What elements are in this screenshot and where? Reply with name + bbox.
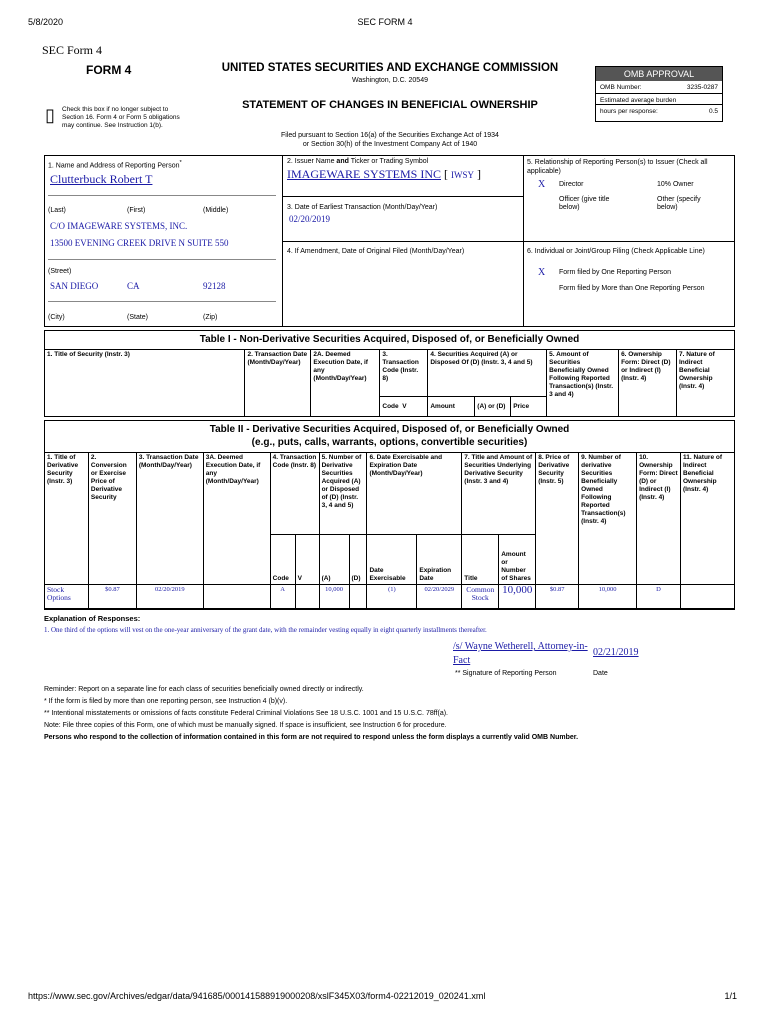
note-4: Persons who respond to the collection of information contained in this form are not required to respond unless the form displays a currently valid OMB Number. — [44, 734, 579, 741]
ten-percent-owner-label: 10% Owner — [657, 181, 694, 188]
t2-col3a: 3A. Deemed Execution Date, if any (Month/Day/Year) — [203, 453, 270, 585]
box1-asterisk: * — [179, 160, 182, 166]
zip-label: (Zip) — [203, 314, 218, 321]
note-1: * If the form is filed by more than one reporting person, see Instruction 4 (b)(v). — [44, 698, 288, 705]
box2-label — [287, 158, 428, 165]
table1 — [44, 349, 735, 417]
t1-col2: 2. Transaction Date (Month/Day/Year) — [245, 350, 311, 417]
t2-d: (D) — [349, 535, 367, 585]
box2-label-post: Ticker or Trading Symbol — [348, 158, 429, 165]
t2-a: (A) — [319, 535, 349, 585]
t2-v: V — [295, 535, 319, 585]
omb-title: OMB APPROVAL — [596, 67, 722, 81]
table1-title: Table I - Non-Derivative Securities Acquired, Disposed of, or Beneficially Owned — [199, 334, 580, 345]
no-longer-subject-checkbox[interactable]: ▯ — [45, 105, 55, 125]
row-expiration: 02/20/2029 — [417, 585, 462, 609]
filed-pursuant — [220, 131, 560, 149]
row-title: Common Stock — [462, 585, 499, 609]
other-label: Other (specify below) — [657, 196, 701, 211]
note-3: Note: File three copies of this Form, one of which must be manually signed. If space is insufficient, see Instruction 6 for procedure. — [44, 722, 447, 729]
t2-col6: 6. Date Exercisable and Expiration Date (Month/Day/Year) — [367, 453, 462, 535]
row-exercisable: (1) — [367, 585, 417, 609]
t1-col2a: 2A. Deemed Execution Date, if any (Month/Day/Year) — [311, 350, 380, 417]
t2-col9: 9. Number of derivative Securities Beneficially Owned Following Reported Transaction(s) (Instr. 4) — [579, 453, 637, 585]
t1-aord: (A) or (D) — [475, 397, 511, 417]
zip-value: 92128 — [203, 281, 226, 291]
table2-title — [44, 423, 735, 449]
row-acquired: 10,000 — [319, 585, 349, 609]
signature-label: ** Signature of Reporting Person — [455, 670, 557, 677]
omb-hours-label: hours per response: — [600, 108, 658, 115]
t2-exp: Expiration Date — [417, 535, 462, 585]
t2-col5: 5. Number of Derivative Securities Acquired (A) or Disposed of (D) (Instr. 3, 4 and 5) — [319, 453, 367, 535]
one-person-label: Form filed by One Reporting Person — [559, 269, 672, 276]
form-title: FORM 4 — [86, 63, 132, 77]
note-2: ** Intentional misstatements or omissions of facts constitute Federal Criminal Violations See 18 U.S.C. 1001 and 15 U.S.C. 78ff(a). — [44, 710, 448, 717]
explanation-label: Explanation of Responses: — [44, 614, 141, 623]
explanation-text: 1. One third of the options will vest on the one-year anniversary of the grant date, with the remainder vesting equally in eight quarterly installments thereafter. — [44, 626, 487, 634]
filed-line-1: Filed pursuant to Section 16(a) of the Securities Exchange Act of 1934 — [281, 132, 499, 139]
state-value: CA — [127, 281, 140, 291]
omb-approval-box — [595, 66, 723, 122]
t1-col3: 3. Transaction Code (Instr. 8) — [380, 350, 428, 397]
t2-col1: 1. Title of Derivative Security (Instr. 3) — [45, 453, 89, 585]
t2-title: Title — [462, 535, 499, 585]
t1-col4: 4. Securities Acquired (A) or Disposed Of (D) (Instr. 3, 4 and 5) — [428, 350, 547, 397]
t1-col5: 5. Amount of Securities Beneficially Owned Following Reported Transaction(s) (Instr. 3 and 4) — [547, 350, 619, 417]
bracket-open: [ — [444, 167, 449, 181]
t2-col2: 2. Conversion or Exercise Price of Derivative Security — [88, 453, 136, 585]
footer-notes — [44, 684, 734, 744]
table2-title-2: (e.g., puts, calls, warrants, options, convertible securities) — [251, 437, 528, 448]
row-nature — [681, 585, 735, 609]
row-form: D — [637, 585, 681, 609]
checkbox-text: Check this box if no longer subject to Section 16. Form 4 or Form 5 obligations may continue. See Instruction 1(b). — [62, 106, 180, 129]
box2-label-and: and — [336, 158, 349, 165]
print-title: SEC FORM 4 — [357, 17, 413, 27]
omb-burden: Estimated average burden — [596, 93, 722, 104]
t2-col4: 4. Transaction Code (Instr. 8) — [270, 453, 319, 535]
state-label: (State) — [127, 314, 149, 321]
t1-v: V — [402, 402, 407, 410]
t1-code — [380, 397, 428, 417]
t1-amount: Amount — [428, 397, 475, 417]
statement-title: STATEMENT OF CHANGES IN BENEFICIAL OWNERSHIP — [242, 99, 538, 111]
t2-col8: 8. Price of Derivative Security (Instr. 5) — [536, 453, 579, 585]
earliest-transaction-date: 02/20/2019 — [289, 214, 331, 224]
t2-amount: Amount or Number of Shares — [499, 535, 536, 585]
signature-date: 02/21/2019 — [593, 647, 639, 658]
city-label: (City) — [48, 314, 65, 321]
omb-number-label: OMB Number: — [600, 84, 642, 91]
print-date: 5/8/2020 — [28, 17, 64, 27]
print-page: 1/1 — [724, 991, 737, 1001]
more-person-label: Form filed by More than One Reporting Person — [559, 285, 705, 292]
sec-form-label: SEC Form 4 — [42, 43, 103, 57]
box1-label-text: 1. Name and Address of Reporting Person — [48, 162, 180, 170]
last-label: (Last) — [48, 207, 66, 214]
t1-col6: 6. Ownership Form: Direct (D) or Indirect (I) (Instr. 4) — [619, 350, 677, 417]
row-v — [295, 585, 319, 609]
t2-col10: 10. Ownership Form: Direct (D) or Indirect (I) (Instr. 4) — [637, 453, 681, 585]
table2 — [44, 452, 735, 609]
box4-label: 4. If Amendment, Date of Original Filed (Month/Day/Year) — [287, 248, 465, 255]
company-line: C/O IMAGEWARE SYSTEMS, INC. — [50, 221, 188, 231]
box1-label — [48, 160, 182, 169]
row-code: A — [270, 585, 295, 609]
row-shares: 10,000 — [499, 585, 536, 609]
filed-line-2: or Section 30(h) of the Investment Company Act of 1940 — [302, 141, 478, 148]
issuer-line — [287, 167, 481, 182]
box5-label: 5. Relationship of Reporting Person(s) to Issuer (Check all applicable) — [527, 159, 708, 175]
date-label: Date — [593, 670, 608, 677]
table-row — [45, 585, 735, 609]
omb-hours: 0.5 — [708, 108, 718, 115]
t2-date-ex: Date Exercisable — [367, 535, 417, 585]
t2-col3: 3. Transaction Date (Month/Day/Year) — [136, 453, 203, 585]
row-disposed — [349, 585, 367, 609]
middle-label: (Middle) — [203, 207, 229, 214]
box6-label: 6. Individual or Joint/Group Filing (Check Applicable Line) — [527, 248, 705, 255]
officer-label: Officer (give title below) — [559, 196, 610, 211]
reminder: Reminder: Report on a separate line for each class of securities beneficially owned directly or indirectly. — [44, 686, 364, 693]
address-line: 13500 EVENING CREEK DRIVE N SUITE 550 — [50, 238, 229, 248]
issuer-name[interactable]: IMAGEWARE SYSTEMS INC — [287, 167, 442, 181]
row-deriv-price: $0.87 — [536, 585, 579, 609]
t2-col7: 7. Title and Amount of Securities Underlying Derivative Security (Instr. 3 and 4) — [462, 453, 536, 535]
row-security: Stock Options — [45, 585, 89, 609]
street-label: (Street) — [48, 268, 72, 275]
director-label: Director — [559, 181, 584, 188]
first-label: (First) — [127, 207, 146, 214]
signature-name: /s/ Wayne Wetherell, Attorney-in-Fact — [453, 641, 588, 666]
t1-price: Price — [511, 397, 547, 417]
row-deemed — [203, 585, 270, 609]
city-value: SAN DIEGO — [50, 281, 99, 291]
t1-col1: 1. Title of Security (Instr. 3) — [45, 350, 245, 417]
box2-label-pre: 2. Issuer Name — [287, 158, 337, 165]
director-x: X — [538, 179, 546, 190]
row-date: 02/20/2019 — [136, 585, 203, 609]
row-owned: 10,000 — [579, 585, 637, 609]
one-person-x: X — [538, 267, 546, 278]
commission-location: Washington, D.C. 20549 — [351, 77, 428, 84]
omb-number: 3235-0287 — [686, 84, 718, 91]
t1-code-text: Code — [382, 402, 399, 410]
row-price: $0.87 — [88, 585, 136, 609]
commission-title: UNITED STATES SECURITIES AND EXCHANGE COMMISSION — [221, 62, 559, 74]
print-url[interactable]: https://www.sec.gov/Archives/edgar/data/941685/000141588919000208/xslF345X03/form4-02212019_020241.xml — [28, 991, 486, 1001]
ticker-symbol: IWSY — [451, 170, 475, 180]
table2-title-1: Table II - Derivative Securities Acquired, Disposed of, or Beneficially Owned — [209, 424, 570, 435]
box3-label: 3. Date of Earliest Transaction (Month/Day/Year) — [287, 204, 438, 211]
t2-code: Code — [270, 535, 295, 585]
t1-col7: 7. Nature of Indirect Beneficial Ownership (Instr. 4) — [677, 350, 735, 417]
t2-col11: 11. Nature of Indirect Beneficial Ownership (Instr. 4) — [681, 453, 735, 585]
bracket-close: ] — [477, 167, 482, 181]
reporting-person-name[interactable]: Clutterbuck Robert T — [50, 172, 153, 186]
